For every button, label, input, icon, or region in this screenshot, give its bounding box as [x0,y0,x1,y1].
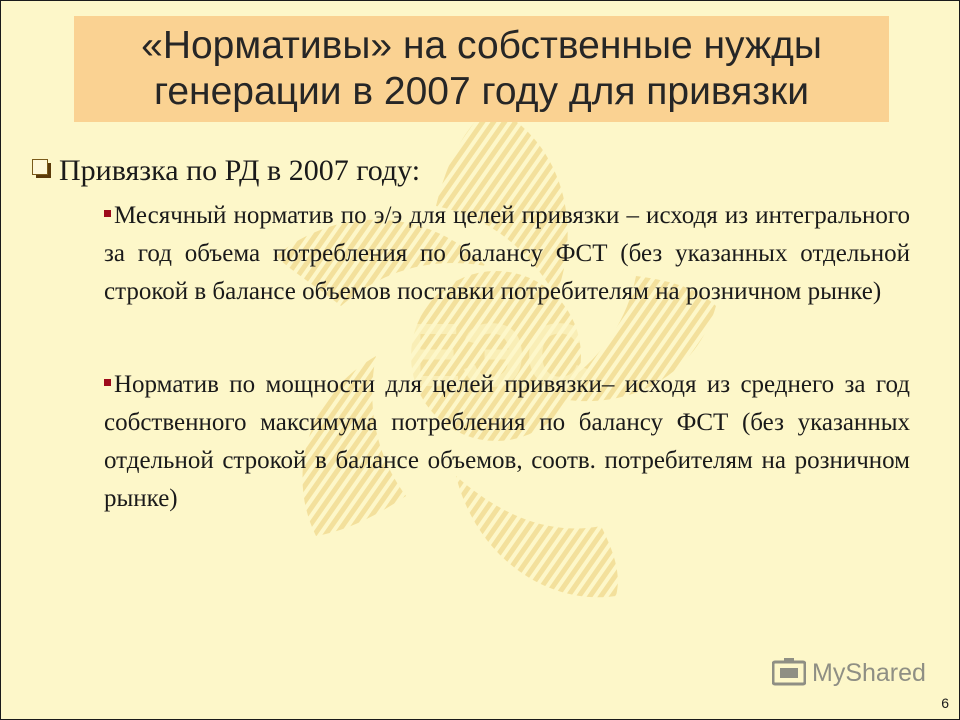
sub-bullet-2-text: Норматив по мощности для целей привязки– исходя из среднего за год собственного максимума потребления по балансу ФСТ (без указанных отдельной строкой в балансе объемов, соотв. потребителям на розничном рынке) [104,371,910,512]
slide-title [141,23,822,115]
page-number: 6 [941,695,949,711]
sub-bullet-1-text: Месячный норматив по э/э для целей привязки – исходя из интегрального за год объема потребления по балансу ФСТ (без указанных отдельной строкой в балансе объемов поставки потребителям на розничном рынке) [104,202,910,305]
title-box [74,16,889,122]
myshared-logo [772,658,926,688]
myshared-text: MyShared [812,658,926,687]
sub-bullet-1 [104,197,910,311]
main-bullet-text: Привязка по РД в 2007 году: [59,154,421,187]
watermark-text: ЕЭС [401,306,591,406]
square-bullet-icon [104,379,111,386]
title-line-1: «Нормативы» на собственные нужды [141,24,822,67]
square-bullet-icon [104,210,111,217]
main-bullet [32,153,420,189]
sub-bullet-2 [104,366,910,518]
title-line-2: генерации в 2007 году для привязки [153,70,810,113]
box-bullet-icon [32,159,52,179]
myshared-icon [772,658,806,688]
